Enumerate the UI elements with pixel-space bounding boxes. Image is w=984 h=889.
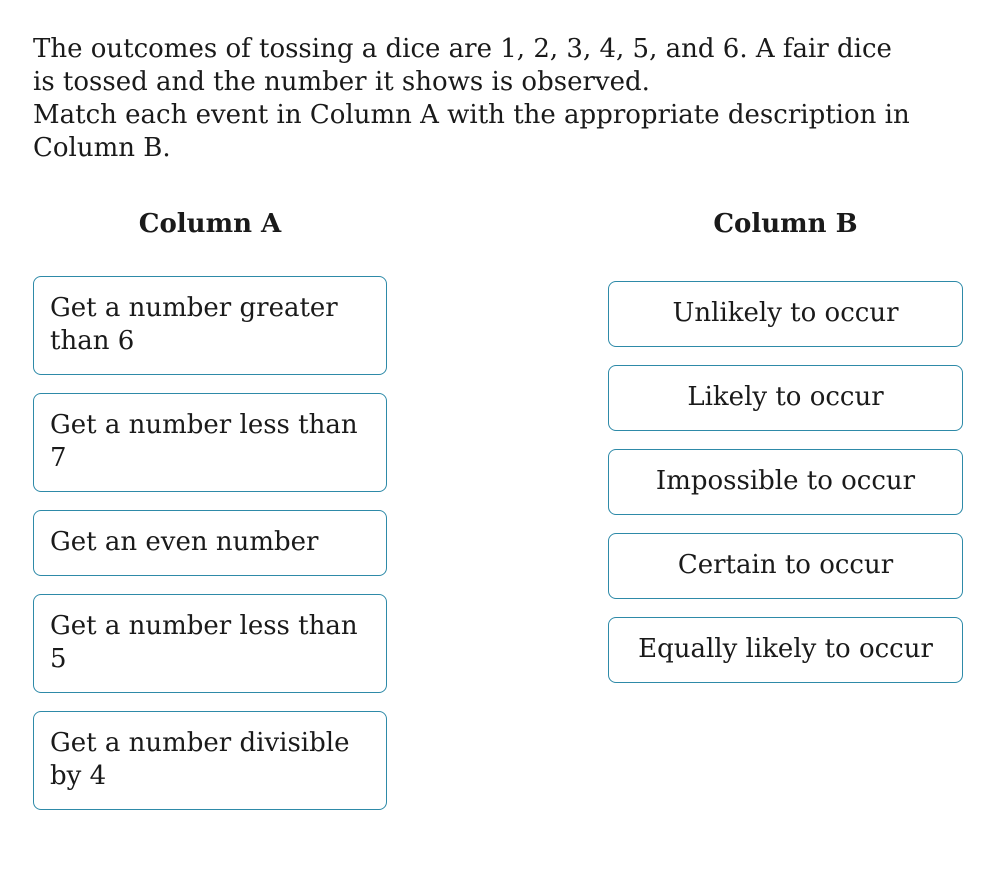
column-a-item-even-number[interactable]: Get an even number	[33, 510, 387, 576]
column-a-item-less-than-5[interactable]: Get a number less than 5	[33, 594, 387, 693]
column-b-item-certain[interactable]: Certain to occur	[608, 533, 963, 599]
column-a-item-divisible-by-4[interactable]: Get a number divisible by 4	[33, 711, 387, 810]
question-prompt	[33, 33, 933, 165]
column-b-heading: Column B	[713, 209, 858, 239]
prompt-text: The outcomes of tossing a dice are 1, 2, 3, 4, 5, and 6. A fair dice is tossed and the number it shows is observed.	[33, 34, 892, 97]
prompt-instruction: Match each event in Column A with the appropriate description in Column B.	[33, 100, 910, 163]
column-b-item-impossible[interactable]: Impossible to occur	[608, 449, 963, 515]
column-b-item-unlikely[interactable]: Unlikely to occur	[608, 281, 963, 347]
column-a-heading: Column A	[138, 209, 282, 239]
column-a-item-greater-than-6[interactable]: Get a number greater than 6	[33, 276, 387, 375]
column-b-item-equally-likely[interactable]: Equally likely to occur	[608, 617, 963, 683]
column-a-item-less-than-7[interactable]: Get a number less than 7	[33, 393, 387, 492]
column-b-item-likely[interactable]: Likely to occur	[608, 365, 963, 431]
